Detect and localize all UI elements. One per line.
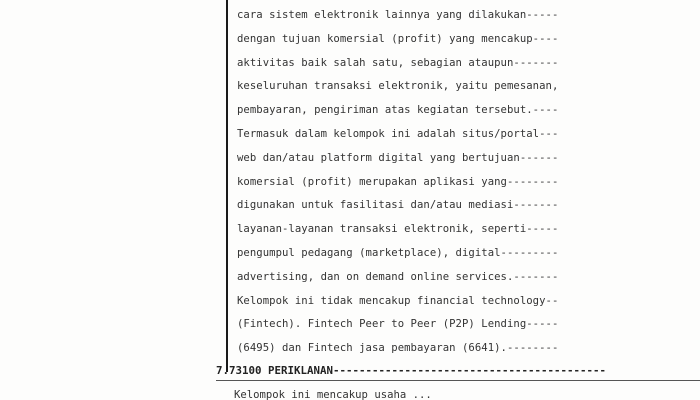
text-line: aktivitas baik salah satu, sebagian ataupun-------: [237, 56, 559, 69]
text-line: (6495) dan Fintech jasa pembayaran (6641).--------: [237, 342, 559, 355]
section-body-text: Kelompok ini mencakup usaha ...: [234, 389, 432, 400]
paragraph-lines: [237, 4, 697, 361]
text-line: layanan-layanan transaksi elektronik, seperti-----: [237, 223, 559, 236]
section-heading: 7.73100 PERIKLANAN------------------------------------------: [216, 364, 607, 377]
text-line: Kelompok ini tidak mencakup financial technology--: [237, 294, 559, 307]
text-line: (Fintech). Fintech Peer to Peer (P2P) Lending-----: [237, 318, 559, 331]
text-line: digunakan untuk fasilitasi dan/atau mediasi-------: [237, 199, 559, 212]
text-line: keseluruhan transaksi elektronik, yaitu pemesanan,: [237, 80, 559, 93]
text-line: dengan tujuan komersial (profit) yang mencakup----: [237, 32, 559, 45]
left-margin-line: [226, 0, 228, 372]
section-divider: [216, 380, 700, 381]
text-line: advertising, dan on demand online services.-------: [237, 270, 559, 283]
text-line: cara sistem elektronik lainnya yang dilakukan-----: [237, 9, 559, 21]
text-line: web dan/atau platform digital yang bertujuan------: [237, 151, 559, 164]
text-line: komersial (profit) merupakan aplikasi yang--------: [237, 175, 559, 188]
text-line: pengumpul pedagang (marketplace), digital---------: [237, 246, 559, 259]
text-line: Termasuk dalam kelompok ini adalah situs/portal---: [237, 127, 559, 140]
text-line: pembayaran, pengiriman atas kegiatan tersebut.----: [237, 104, 559, 117]
